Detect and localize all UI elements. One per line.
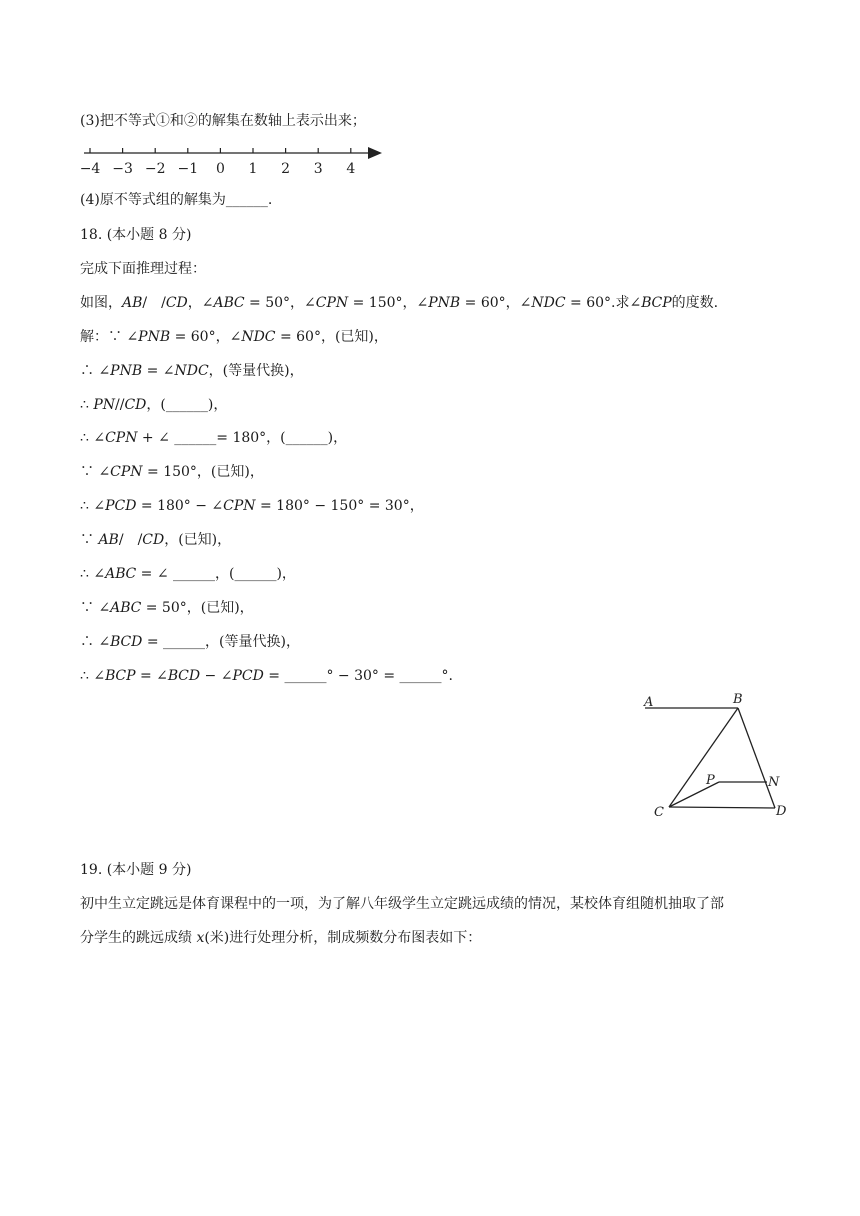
q18-header: 18. (本小题 8 分) [80, 227, 192, 243]
label-d: D [776, 804, 787, 819]
q19-text-line1: 初中生立定跳远是体育课程中的一项，为了解八年级学生立定跳远成绩的情况，某校体育组随机抽取了部 [80, 896, 724, 912]
number-line-tick-label: 2 [281, 161, 291, 177]
q18-step-9: ∵ ∠𝐴𝐵𝐶 = 50°，(已知)， [80, 600, 254, 616]
q18-step-5: ∵ ∠𝐶𝑃𝑁 = 150°，(已知)， [80, 464, 264, 480]
q19-text-line2: 分学生的跳远成绩 𝑥(米)进行处理分析，制成频数分布图表如下： [80, 930, 482, 946]
number-line-tick-label: 3 [313, 161, 323, 177]
number-line-tick-label: 4 [346, 161, 356, 177]
q18-step-10: ∴ ∠𝐵𝐶𝐷 = ______，(等量代换)， [80, 634, 300, 650]
number-line-tick-label: 0 [215, 161, 225, 177]
number-line-tick-label: −1 [177, 161, 199, 177]
label-a: A [644, 695, 654, 710]
segment-cd [669, 807, 775, 808]
number-line-tick-label: 1 [248, 161, 258, 177]
q18-step-2: ∴ ∠𝑃𝑁𝐵 = ∠𝑁𝐷𝐶，(等量代换)， [80, 363, 304, 379]
label-p: P [706, 773, 715, 788]
number-line-tick-label: −4 [80, 161, 101, 177]
q18-step-4: ∴ ∠𝐶𝑃𝑁 + ∠ ______= 180°，(______)， [80, 430, 348, 446]
number-line-tick-label: −2 [144, 161, 166, 177]
label-b: B [733, 692, 743, 707]
q18-problem: 如图，𝐴𝐵/ /𝐶𝐷，∠𝐴𝐵𝐶 = 50°，∠𝐶𝑃𝑁 = 150°，∠𝑃𝑁𝐵 = 60°，∠𝑁𝐷𝐶 = 60°.求∠𝐵𝐶𝑃的度数. [80, 295, 719, 311]
segment-bc [669, 708, 738, 807]
q18-step-8: ∴ ∠𝐴𝐵𝐶 = ∠ ______，(______)， [80, 566, 296, 582]
q18-step-11: ∴ ∠𝐵𝐶𝑃 = ∠𝐵𝐶𝐷 − ∠𝑃𝐶𝐷 = ______° − 30° = ______°. [80, 668, 453, 684]
label-c: C [654, 805, 664, 820]
q18-step-6: ∴ ∠𝑃𝐶𝐷 = 180° − ∠𝐶𝑃𝑁 = 180° − 150° = 30°， [80, 498, 424, 514]
q18-instruction: 完成下面推理过程： [80, 261, 206, 277]
q17-part4-text: (4)原不等式组的解集为______. [80, 192, 273, 208]
q18-step-1: 解：∵ ∠𝑃𝑁𝐵 = 60°，∠𝑁𝐷𝐶 = 60°，(已知)， [80, 329, 388, 345]
q18-step-7: ∵ 𝐴𝐵/ /𝐶𝐷，(已知)， [80, 532, 232, 548]
number-line [80, 140, 400, 180]
q19-header: 19. (本小题 9 分) [80, 862, 192, 878]
q18-step-3: ∴ 𝑃𝑁//𝐶𝐷，(______)， [80, 397, 228, 413]
segment-bd [738, 708, 775, 808]
number-line-tick-label: −3 [112, 161, 133, 177]
label-n: N [768, 775, 780, 790]
q17-part3-text: (3)把不等式①和②的解集在数轴上表示出来； [80, 113, 366, 129]
geometry-figure [635, 688, 805, 828]
